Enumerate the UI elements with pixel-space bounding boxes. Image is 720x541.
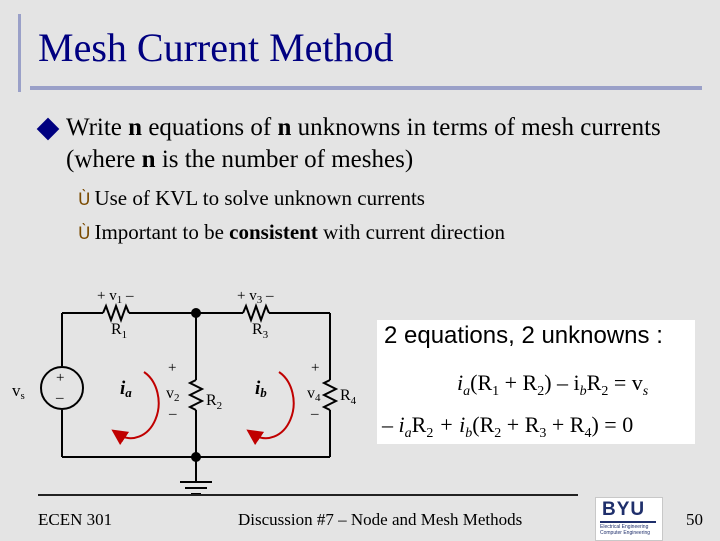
footer-title: Discussion #7 – Node and Mesh Methods	[238, 510, 523, 529]
caret-bullet-icon: Ù	[78, 190, 91, 210]
bullet-emphasis-n: n	[277, 114, 292, 141]
logo-subtitle: Electrical Engineering Computer Engineering	[600, 524, 651, 536]
v2-plus-sign: +	[168, 360, 177, 376]
source-minus-sign: –	[56, 390, 64, 406]
v4-minus-sign: –	[311, 406, 319, 422]
sub-bullet-text: Use of KVL to solve unknown currents	[94, 186, 425, 210]
bullet-text-part: Write	[66, 114, 129, 141]
caret-bullet-icon: Ù	[78, 224, 91, 244]
v3-label: + $v_3$ –	[237, 288, 274, 306]
sub-bullet-emphasis: consistent	[229, 220, 318, 244]
bullet-text-part: equations of	[142, 114, 278, 141]
r4-label: $R_4$	[340, 387, 357, 407]
sub-bullet-text: with current direction	[317, 220, 506, 244]
equations-heading: 2 equations, 2 unknowns :	[384, 322, 663, 349]
bullet-emphasis-n: n	[128, 114, 143, 141]
source-plus-sign: +	[56, 370, 65, 386]
r3-label: $R_3$	[252, 321, 269, 341]
bullet-emphasis-n: n	[141, 146, 156, 173]
equation-mesh-b: – $i_aR_2 + i_b(R_2 + R_3 + R_4) = 0$	[382, 412, 634, 441]
equation-mesh-a: $i_a(R_1 + R_2) - i_bR_2 = v_s$	[457, 370, 649, 399]
bullet-text-part: unknowns in terms of mesh currents (where	[66, 114, 661, 173]
v2-label: v2	[166, 385, 180, 404]
bullet-text-part: is the number of meshes)	[155, 146, 414, 173]
ib-label: ib	[255, 378, 267, 400]
v1-label: + $v_1$ –	[97, 288, 134, 306]
v2-minus-sign: –	[169, 406, 177, 422]
slide-title: Mesh Current Method	[38, 25, 394, 70]
page-number: 50	[686, 510, 703, 529]
byu-logo	[595, 497, 663, 541]
logo-divider	[600, 521, 656, 523]
sub-bullet-text: Important to be	[94, 220, 230, 244]
v4-plus-sign: +	[311, 360, 320, 376]
footer-rule	[38, 494, 578, 496]
ia-label: ia	[120, 378, 132, 400]
r2-label: $R_2$	[206, 392, 223, 412]
vs-label: vs	[12, 381, 25, 402]
logo-wordmark: BYU	[602, 499, 646, 520]
v4-label: v4	[307, 385, 321, 404]
footer-course: ECEN 301	[38, 510, 113, 529]
r1-label: $R_1$	[111, 321, 128, 341]
